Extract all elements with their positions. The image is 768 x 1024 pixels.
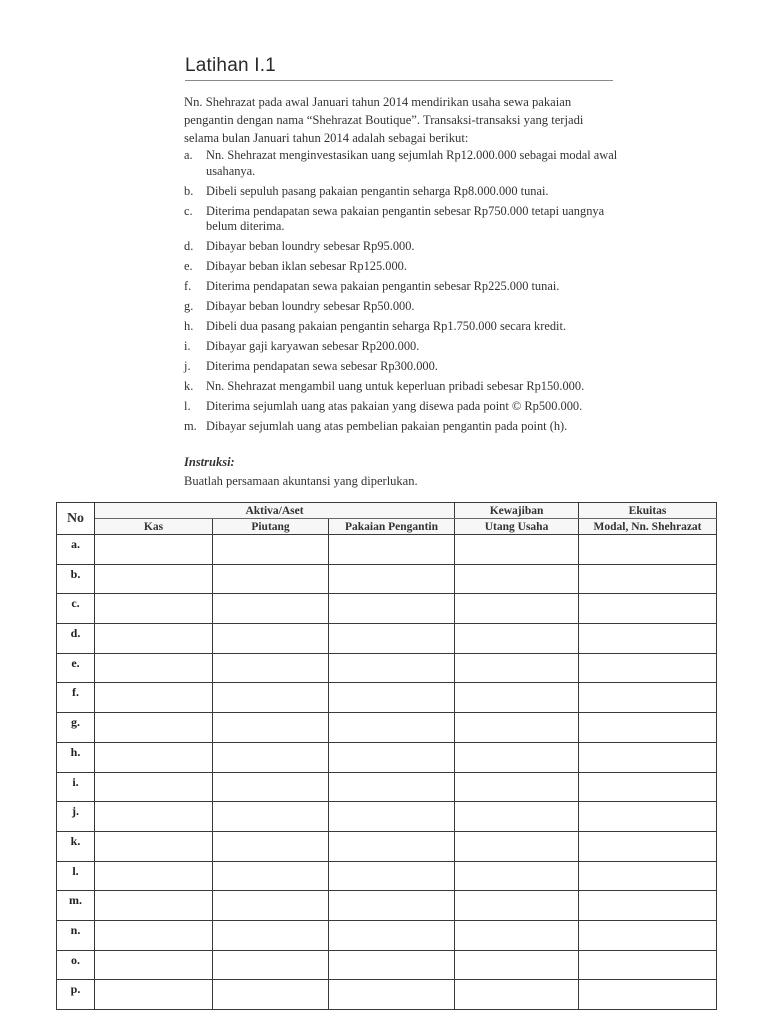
transaction-text: Diterima pendapatan sewa pakaian pengantin sebesar Rp225.000 tunai. xyxy=(206,279,560,293)
pakaian-pengantin-cell[interactable] xyxy=(329,980,455,1010)
table-row xyxy=(57,742,717,772)
modal-cell[interactable] xyxy=(579,920,717,950)
piutang-cell[interactable] xyxy=(213,742,329,772)
piutang-cell[interactable] xyxy=(213,594,329,624)
table-row xyxy=(57,891,717,921)
transaction-marker: m. xyxy=(184,419,197,433)
row-label: g. xyxy=(57,713,95,743)
utang-usaha-cell[interactable] xyxy=(455,772,579,802)
modal-cell[interactable] xyxy=(579,891,717,921)
intro-paragraph: Nn. Shehrazat pada awal Januari tahun 2014 mendirikan usaha sewa pakaian pengantin dengan nama “Shehrazat Boutique”. Transaksi-transaksi yang terjadi selama bulan Januari tahun 2014 adalah sebagai berikut: xyxy=(184,95,584,145)
utang-usaha-cell[interactable] xyxy=(455,920,579,950)
piutang-cell[interactable] xyxy=(213,980,329,1010)
row-label: e. xyxy=(57,653,95,683)
pakaian-pengantin-cell[interactable] xyxy=(329,653,455,683)
pakaian-pengantin-cell[interactable] xyxy=(329,683,455,713)
transaction-text: Dibayar gaji karyawan sebesar Rp200.000. xyxy=(206,339,420,353)
utang-usaha-cell[interactable] xyxy=(455,802,579,832)
table-row xyxy=(57,861,717,891)
kas-cell[interactable] xyxy=(95,861,213,891)
transaction-text: Diterima pendapatan sewa sebesar Rp300.000. xyxy=(206,359,438,373)
pakaian-pengantin-cell[interactable] xyxy=(329,950,455,980)
no-column-header: No xyxy=(57,503,95,535)
kas-column-header: Kas xyxy=(95,519,213,535)
modal-cell[interactable] xyxy=(579,594,717,624)
transaction-text: Dibayar beban iklan sebesar Rp125.000. xyxy=(206,259,407,273)
transaction-text: Dibayar beban loundry sebesar Rp50.000. xyxy=(206,299,415,313)
piutang-cell[interactable] xyxy=(213,535,329,565)
pakaian-pengantin-cell[interactable] xyxy=(329,831,455,861)
kas-cell[interactable] xyxy=(95,713,213,743)
transaction-item xyxy=(184,239,624,255)
table-row xyxy=(57,831,717,861)
table-row xyxy=(57,653,717,683)
table-row xyxy=(57,535,717,565)
kas-cell[interactable] xyxy=(95,653,213,683)
modal-cell[interactable] xyxy=(579,802,717,832)
title-divider xyxy=(185,80,613,81)
utang-usaha-cell[interactable] xyxy=(455,535,579,565)
aktiva-group-header: Aktiva/Aset xyxy=(95,503,455,519)
utang-usaha-cell[interactable] xyxy=(455,653,579,683)
instructions-heading: Instruksi: xyxy=(184,455,235,469)
utang-usaha-cell[interactable] xyxy=(455,950,579,980)
piutang-cell[interactable] xyxy=(213,653,329,683)
transaction-item xyxy=(184,359,624,375)
piutang-cell[interactable] xyxy=(213,950,329,980)
kas-cell[interactable] xyxy=(95,624,213,654)
transaction-marker: k. xyxy=(184,379,194,393)
piutang-cell[interactable] xyxy=(213,772,329,802)
transaction-item xyxy=(184,379,624,395)
pakaian-pengantin-cell[interactable] xyxy=(329,624,455,654)
pakaian-pengantin-cell[interactable] xyxy=(329,891,455,921)
kas-cell[interactable] xyxy=(95,950,213,980)
row-label: f. xyxy=(57,683,95,713)
transaction-item xyxy=(184,339,624,355)
transaction-text: Dibeli sepuluh pasang pakaian pengantin seharga Rp8.000.000 tunai. xyxy=(206,183,549,198)
kas-cell[interactable] xyxy=(95,683,213,713)
transaction-item xyxy=(184,148,624,179)
pakaian-pengantin-cell[interactable] xyxy=(329,861,455,891)
pakaian-pengantin-cell[interactable] xyxy=(329,535,455,565)
piutang-column-header: Piutang xyxy=(213,519,329,535)
row-label: o. xyxy=(57,950,95,980)
utang-usaha-cell[interactable] xyxy=(455,713,579,743)
piutang-cell[interactable] xyxy=(213,624,329,654)
row-label: h. xyxy=(57,742,95,772)
table-row xyxy=(57,594,717,624)
transaction-marker: j. xyxy=(184,359,191,373)
table-row xyxy=(57,683,717,713)
row-label: c. xyxy=(57,594,95,624)
piutang-cell[interactable] xyxy=(213,831,329,861)
modal-cell[interactable] xyxy=(579,535,717,565)
pakaian-pengantin-cell[interactable] xyxy=(329,742,455,772)
pakaian-pengantin-cell[interactable] xyxy=(329,564,455,594)
modal-cell[interactable] xyxy=(579,564,717,594)
piutang-cell[interactable] xyxy=(213,713,329,743)
ekuitas-group-header: Ekuitas xyxy=(579,503,717,519)
table-row xyxy=(57,564,717,594)
table-row xyxy=(57,980,717,1010)
piutang-cell[interactable] xyxy=(213,683,329,713)
transaction-text: Nn. Shehrazat mengambil uang untuk keperluan pribadi sebesar Rp150.000. xyxy=(206,379,585,393)
table-body xyxy=(57,535,717,1010)
row-label: a. xyxy=(57,535,95,565)
row-label: d. xyxy=(57,624,95,654)
kas-cell[interactable] xyxy=(95,772,213,802)
kas-cell[interactable] xyxy=(95,831,213,861)
utang-usaha-cell[interactable] xyxy=(455,624,579,654)
modal-cell[interactable] xyxy=(579,742,717,772)
transaction-text: Dibayar sejumlah uang atas pembelian pakaian pengantin pada point (h). xyxy=(206,419,568,433)
transaction-item xyxy=(184,419,624,435)
transaction-marker: c. xyxy=(184,203,193,218)
row-label: j. xyxy=(57,802,95,832)
transaction-item xyxy=(184,279,624,295)
pakaian-pengantin-cell[interactable] xyxy=(329,802,455,832)
transaction-item xyxy=(184,204,624,235)
modal-cell[interactable] xyxy=(579,831,717,861)
table-row xyxy=(57,772,717,802)
transaction-marker: h. xyxy=(184,319,194,333)
transaction-item xyxy=(184,399,624,415)
row-label: k. xyxy=(57,831,95,861)
piutang-cell[interactable] xyxy=(213,802,329,832)
utang-usaha-column-header: Utang Usaha xyxy=(455,519,579,535)
modal-cell[interactable] xyxy=(579,980,717,1010)
modal-cell[interactable] xyxy=(579,624,717,654)
modal-cell[interactable] xyxy=(579,950,717,980)
piutang-cell[interactable] xyxy=(213,861,329,891)
kas-cell[interactable] xyxy=(95,980,213,1010)
pakaian-pengantin-cell[interactable] xyxy=(329,594,455,624)
transaction-list xyxy=(184,148,624,439)
modal-cell[interactable] xyxy=(579,653,717,683)
piutang-cell[interactable] xyxy=(213,564,329,594)
transaction-marker: b. xyxy=(184,183,194,198)
piutang-cell[interactable] xyxy=(213,920,329,950)
utang-usaha-cell[interactable] xyxy=(455,594,579,624)
table-row xyxy=(57,920,717,950)
utang-usaha-cell[interactable] xyxy=(455,861,579,891)
utang-usaha-cell[interactable] xyxy=(455,564,579,594)
row-label: l. xyxy=(57,861,95,891)
table-row xyxy=(57,713,717,743)
table-row xyxy=(57,624,717,654)
transaction-marker: g. xyxy=(184,299,194,313)
kewajiban-group-header: Kewajiban xyxy=(455,503,579,519)
exercise-title: Latihan I.1 xyxy=(185,55,276,76)
modal-cell[interactable] xyxy=(579,683,717,713)
utang-usaha-cell[interactable] xyxy=(455,980,579,1010)
row-label: i. xyxy=(57,772,95,802)
transaction-marker: f. xyxy=(184,279,192,293)
utang-usaha-cell[interactable] xyxy=(455,891,579,921)
pakaian-pengantin-cell[interactable] xyxy=(329,920,455,950)
transaction-item xyxy=(184,319,624,335)
transaction-text: Diterima sejumlah uang atas pakaian yang disewa pada point © Rp500.000. xyxy=(206,399,583,413)
transaction-marker: l. xyxy=(184,399,191,413)
transaction-item xyxy=(184,299,624,315)
transaction-text: Dibeli dua pasang pakaian pengantin seharga Rp1.750.000 secara kredit. xyxy=(206,319,567,333)
pakaian-pengantin-cell[interactable] xyxy=(329,713,455,743)
transaction-text: Dibayar beban loundry sebesar Rp95.000. xyxy=(206,239,415,253)
kas-cell[interactable] xyxy=(95,891,213,921)
kas-cell[interactable] xyxy=(95,564,213,594)
pakaian-pengantin-column-header: Pakaian Pengantin xyxy=(329,519,455,535)
kas-cell[interactable] xyxy=(95,802,213,832)
accounting-equation-table-wrap xyxy=(56,502,716,1010)
modal-cell[interactable] xyxy=(579,861,717,891)
utang-usaha-cell[interactable] xyxy=(455,742,579,772)
transaction-text: Nn. Shehrazat menginvestasikan uang sejumlah Rp12.000.000 sebagai modal awal usahanya. xyxy=(206,148,618,178)
piutang-cell[interactable] xyxy=(213,891,329,921)
modal-column-header: Modal, Nn. Shehrazat xyxy=(579,519,717,535)
modal-cell[interactable] xyxy=(579,772,717,802)
kas-cell[interactable] xyxy=(95,920,213,950)
kas-cell[interactable] xyxy=(95,535,213,565)
transaction-text: Diterima pendapatan sewa pakaian pengantin sebesar Rp750.000 tetapi uangnya belum diterima. xyxy=(206,203,605,233)
table-row xyxy=(57,950,717,980)
transaction-marker: a. xyxy=(184,148,193,162)
row-label: b. xyxy=(57,564,95,594)
transaction-marker: d. xyxy=(184,239,194,253)
utang-usaha-cell[interactable] xyxy=(455,683,579,713)
transaction-marker: e. xyxy=(184,259,193,273)
table-row xyxy=(57,802,717,832)
transaction-item xyxy=(184,184,624,200)
kas-cell[interactable] xyxy=(95,742,213,772)
row-label: m. xyxy=(57,891,95,921)
row-label: p. xyxy=(57,980,95,1010)
modal-cell[interactable] xyxy=(579,713,717,743)
pakaian-pengantin-cell[interactable] xyxy=(329,772,455,802)
utang-usaha-cell[interactable] xyxy=(455,831,579,861)
transaction-item xyxy=(184,259,624,275)
row-label: n. xyxy=(57,920,95,950)
instructions-text: Buatlah persamaan akuntansi yang diperlukan. xyxy=(184,474,418,488)
accounting-equation-table xyxy=(56,502,717,1010)
kas-cell[interactable] xyxy=(95,594,213,624)
transaction-marker: i. xyxy=(184,339,191,353)
